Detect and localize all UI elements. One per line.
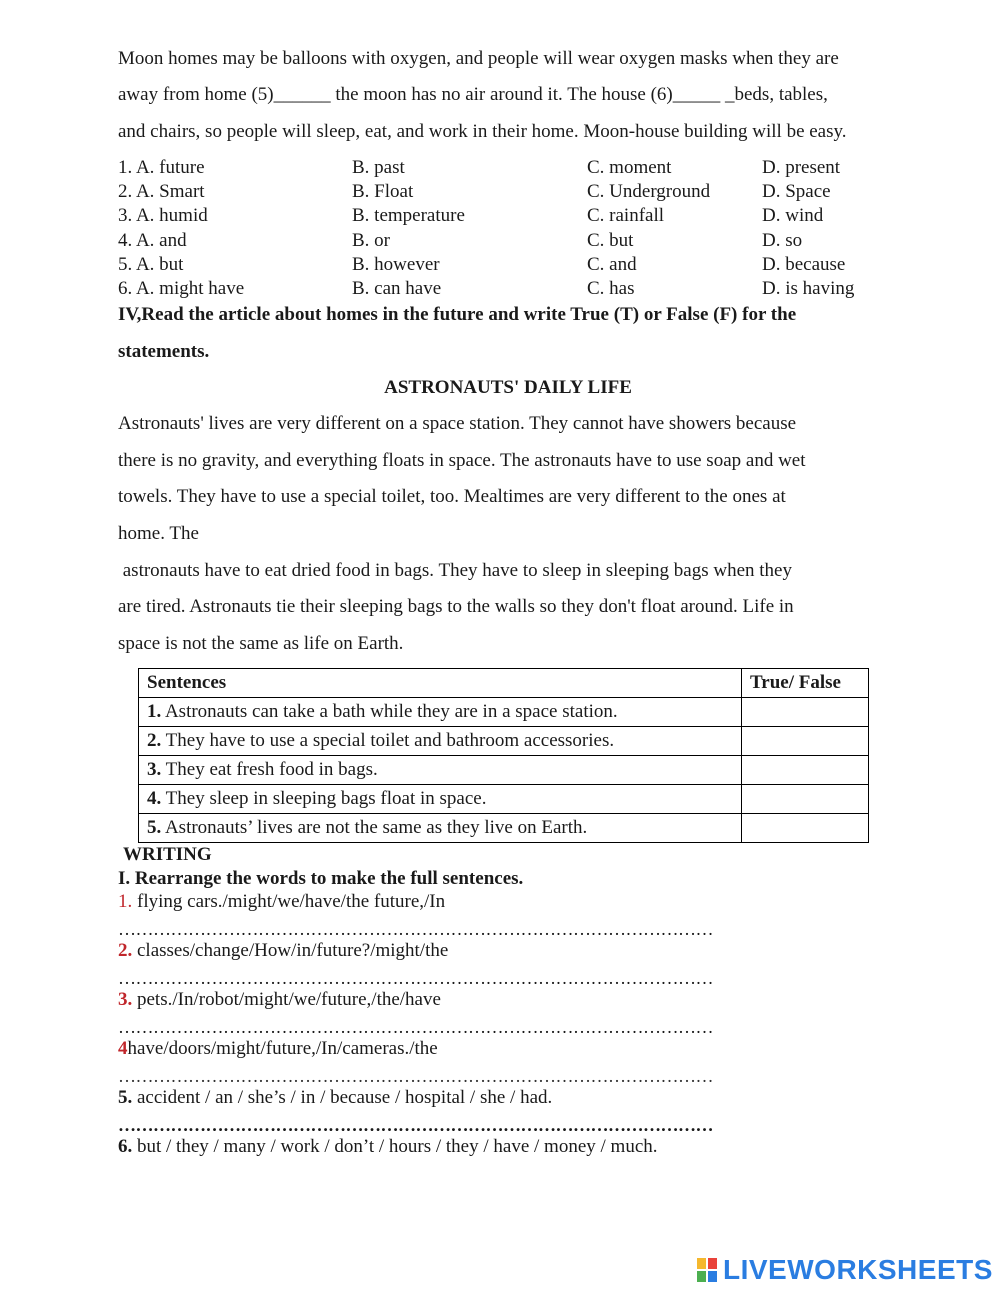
item-number: 2. xyxy=(118,940,133,961)
writing-item-5 xyxy=(118,1086,552,1110)
sentence-number: 4. xyxy=(147,788,162,809)
option-1a: 1. A. future xyxy=(118,157,205,178)
option-4c: C. but xyxy=(587,230,634,251)
option-4b: B. or xyxy=(352,230,390,251)
header-true-false: True/ False xyxy=(742,669,869,698)
option-2c: C. Underground xyxy=(587,181,711,202)
option-3c: C. rainfall xyxy=(587,205,665,226)
option-6d: D. is having xyxy=(762,278,855,299)
writing-heading: WRITING xyxy=(123,844,212,865)
sentence-cell xyxy=(139,785,742,814)
item-text: classes/change/How/in/future?/might/the xyxy=(132,940,449,961)
sentence-number: 5. xyxy=(147,817,162,838)
sentence-text: They have to use a special toilet and bathroom accessories. xyxy=(161,730,615,751)
item-number: 1. xyxy=(118,891,133,912)
article-line-2: there is no gravity, and everything floats in space. The astronauts have to use soap and wet xyxy=(118,450,806,471)
intro-line-2: away from home (5)______ the moon has no air around it. The house (6)_____ _beds, tables, xyxy=(118,84,828,105)
writing-item-4 xyxy=(118,1037,438,1061)
sentence-cell xyxy=(139,727,742,756)
sentence-cell xyxy=(139,814,742,843)
answer-cell[interactable] xyxy=(742,756,869,785)
writing-item-3 xyxy=(118,988,441,1012)
writing-item-6 xyxy=(118,1135,658,1159)
option-5a: 5. A. but xyxy=(118,254,184,275)
answer-line-5[interactable]: ………………………………………………………………………………………… xyxy=(118,1116,713,1135)
article-line-7: space is not the same as life on Earth. xyxy=(118,633,404,654)
intro-line-1: Moon homes may be balloons with oxygen, and people will wear oxygen masks when they are xyxy=(118,48,839,69)
answer-cell[interactable] xyxy=(742,727,869,756)
option-1d: D. present xyxy=(762,157,841,178)
liveworksheets-logo-icon xyxy=(697,1257,719,1283)
item-text: accident / an / she’s / in / because / hospital / she / had. xyxy=(132,1087,553,1108)
section4-instruction-line2: statements. xyxy=(118,341,210,362)
option-5b: B. however xyxy=(352,254,440,275)
item-number: 4 xyxy=(118,1038,128,1059)
true-false-table xyxy=(138,668,869,843)
item-number: 6. xyxy=(118,1136,133,1157)
option-5c: C. and xyxy=(587,254,637,275)
sentence-cell xyxy=(139,756,742,785)
answer-cell[interactable] xyxy=(742,785,869,814)
option-3d: D. wind xyxy=(762,205,824,226)
answer-line-2[interactable]: ………………………………………………………………………………………… xyxy=(118,969,713,988)
option-6c: C. has xyxy=(587,278,635,299)
sentence-text: They sleep in sleeping bags float in space. xyxy=(161,788,487,809)
sentence-text: Astronauts can take a bath while they are in a space station. xyxy=(161,701,618,722)
table-row xyxy=(139,727,869,756)
writing-instruction: I. Rearrange the words to make the full sentences. xyxy=(118,868,524,889)
option-6a: 6. A. might have xyxy=(118,278,245,299)
logo-text: LIVEWORKSHEETS xyxy=(723,1254,993,1285)
writing-item-1 xyxy=(118,890,445,914)
section4-instruction-line1: IV,Read the article about homes in the future and write True (T) or False (F) for the xyxy=(118,304,797,325)
writing-item-2 xyxy=(118,939,448,963)
intro-line-3: and chairs, so people will sleep, eat, and work in their home. Moon-house building will be easy. xyxy=(118,121,847,142)
liveworksheets-logo xyxy=(697,1254,993,1286)
sentence-number: 3. xyxy=(147,759,162,780)
article-line-3: towels. They have to use a special toilet, too. Mealtimes are very different to the ones at xyxy=(118,486,786,507)
sentence-number: 2. xyxy=(147,730,162,751)
item-number: 3. xyxy=(118,989,133,1010)
answer-line-1[interactable]: ………………………………………………………………………………………… xyxy=(118,920,713,939)
sentence-text: They eat fresh food in bags. xyxy=(161,759,378,780)
option-4d: D. so xyxy=(762,230,803,251)
item-text: have/doors/might/future,/In/cameras./the xyxy=(127,1038,438,1059)
table-header-row xyxy=(139,669,869,698)
table-row xyxy=(139,698,869,727)
option-2a: 2. A. Smart xyxy=(118,181,205,202)
option-2d: D. Space xyxy=(762,181,831,202)
option-1b: B. past xyxy=(352,157,405,178)
answer-line-3[interactable]: ………………………………………………………………………………………… xyxy=(118,1018,713,1037)
option-4a: 4. A. and xyxy=(118,230,187,251)
sentence-text: Astronauts’ lives are not the same as they live on Earth. xyxy=(161,817,588,838)
option-3b: B. temperature xyxy=(352,205,465,226)
option-6b: B. can have xyxy=(352,278,442,299)
option-1c: C. moment xyxy=(587,157,672,178)
item-number: 5. xyxy=(118,1087,133,1108)
header-sentences: Sentences xyxy=(139,669,742,698)
sentence-number: 1. xyxy=(147,701,162,722)
table-row xyxy=(139,756,869,785)
answer-cell[interactable] xyxy=(742,698,869,727)
item-text: pets./In/robot/might/we/future,/the/have xyxy=(132,989,441,1010)
article-line-5: astronauts have to eat dried food in bags. They have to sleep in sleeping bags when they xyxy=(118,560,792,581)
option-2b: B. Float xyxy=(352,181,414,202)
answer-line-4[interactable]: ………………………………………………………………………………………… xyxy=(118,1067,713,1086)
table-row xyxy=(139,785,869,814)
article-line-4: home. The xyxy=(118,523,199,544)
sentence-cell xyxy=(139,698,742,727)
item-text: but / they / many / work / don’t / hours / they / have / money / much. xyxy=(132,1136,658,1157)
article-title: ASTRONAUTS' DAILY LIFE xyxy=(384,377,632,398)
answer-cell[interactable] xyxy=(742,814,869,843)
article-line-6: are tired. Astronauts tie their sleeping bags to the walls so they don't float around. Life in xyxy=(118,596,794,617)
article-line-1: Astronauts' lives are very different on a space station. They cannot have showers because xyxy=(118,413,797,434)
option-3a: 3. A. humid xyxy=(118,205,208,226)
table-row xyxy=(139,814,869,843)
item-text: flying cars./might/we/have/the future,/In xyxy=(132,891,446,912)
option-5d: D. because xyxy=(762,254,846,275)
